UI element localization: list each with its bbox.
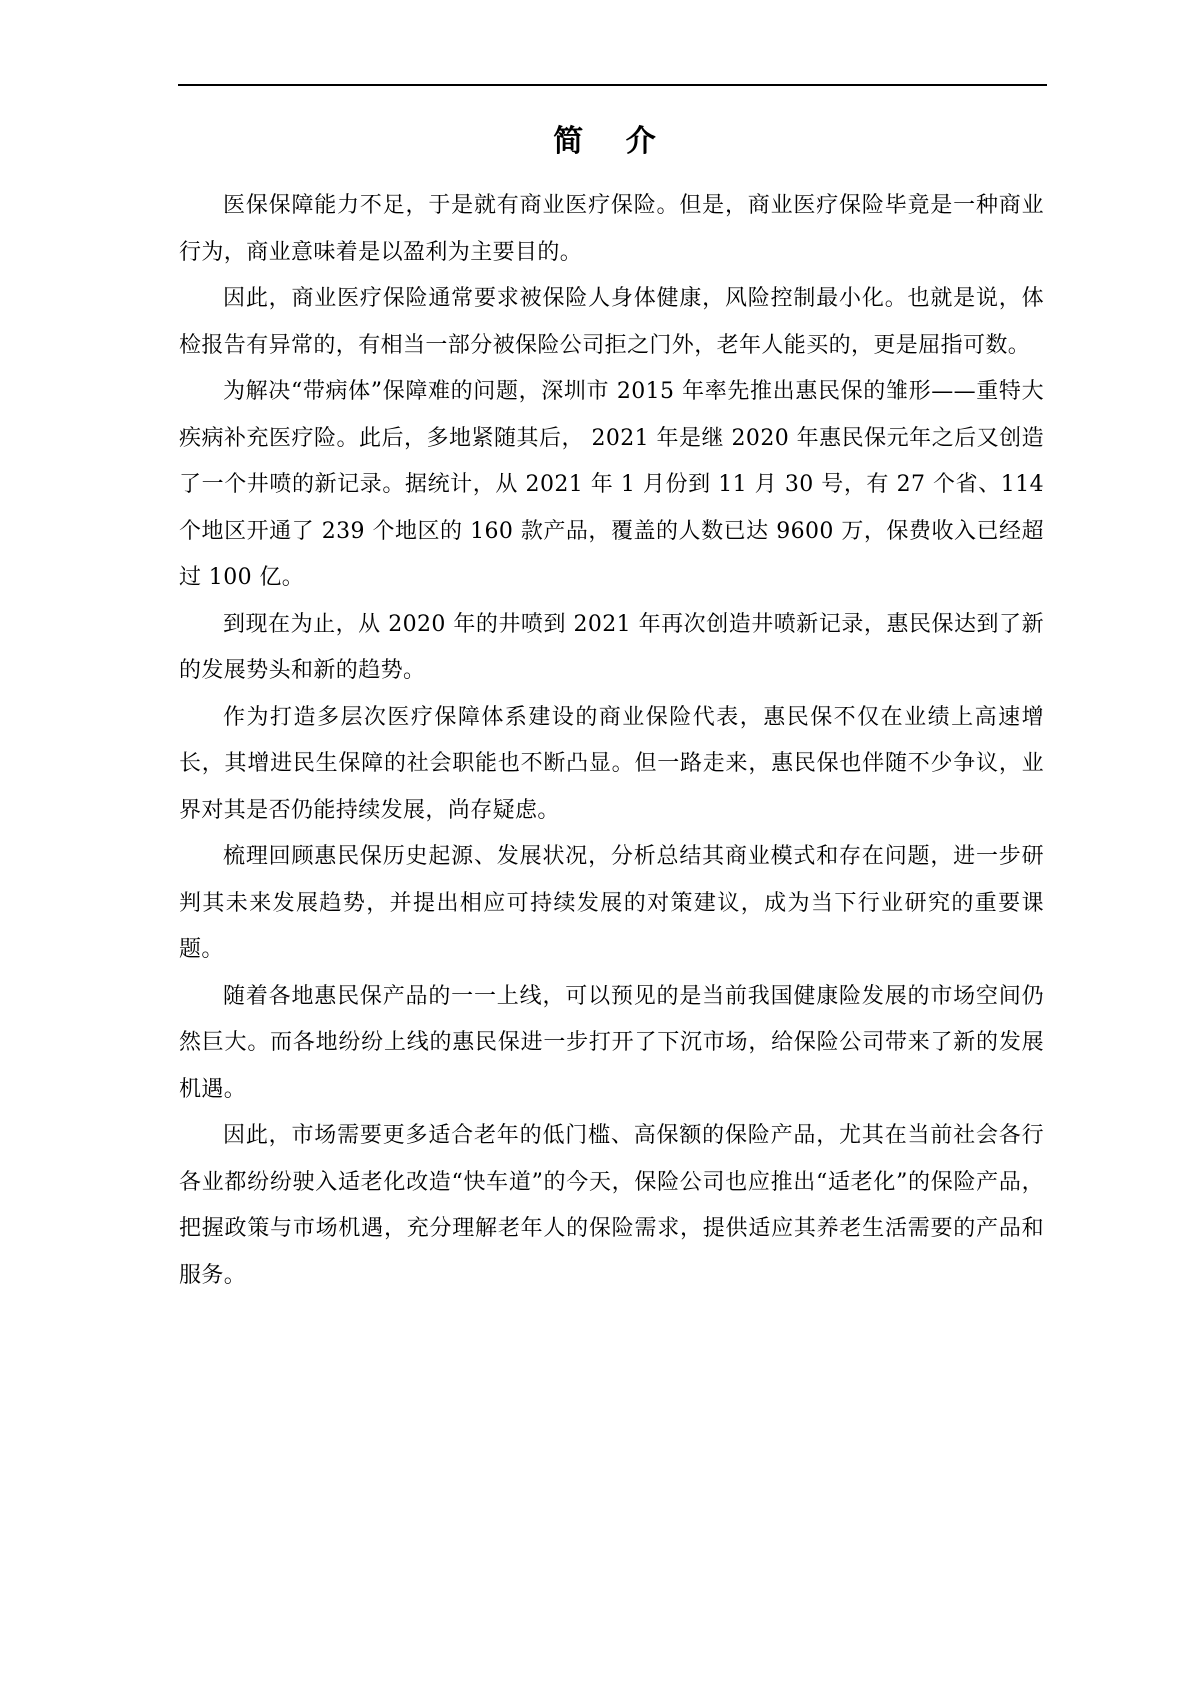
- paragraph: 梳理回顾惠民保历史起源、发展状况，分析总结其商业模式和存在问题，进一步研判其未来发展趋势，并提出相应可持续发展的对策建议，成为当下行业研究的重要课题。: [179, 844, 1044, 962]
- body-text: [179, 183, 1044, 1299]
- header-rule: [178, 84, 1047, 86]
- paragraph: 因此，商业医疗保险通常要求被保险人身体健康，风险控制最小化。也就是说，体检报告有异常的，有相当一部分被保险公司拒之门外，老年人能买的，更是屈指可数。: [179, 286, 1044, 358]
- paragraph: 为解决“带病体”保障难的问题，深圳市 2015 年率先推出惠民保的雏形——重特大疾病补充医疗险。此后，多地紧随其后， 2021 年是继 2020 年惠民保元年之后又创造了一个井喷的新记录。据统计，从 2021 年 1 月份到 11 月 30 号，有 27 个省、114 个地区开通了 239 个地区的 160 款产品，覆盖的人数已达 9600 万，保费收入已经超过 100 亿。: [179, 379, 1044, 590]
- paragraph: 因此，市场需要更多适合老年的低门槛、高保额的保险产品，尤其在当前社会各行各业都纷纷驶入适老化改造“快车道”的今天，保险公司也应推出“适老化”的保险产品，把握政策与市场机遇，充分理解老年人的保险需求，提供适应其养老生活需要的产品和服务。: [179, 1123, 1044, 1288]
- page-title: 简 介: [553, 124, 672, 159]
- paragraph: 随着各地惠民保产品的一一上线，可以预见的是当前我国健康险发展的市场空间仍然巨大。而各地纷纷上线的惠民保进一步打开了下沉市场，给保险公司带来了新的发展机遇。: [179, 983, 1044, 1102]
- paragraph: 作为打造多层次医疗保障体系建设的商业保险代表，惠民保不仅在业绩上高速增长，其增进民生保障的社会职能也不断凸显。但一路走来，惠民保也伴随不少争议，业界对其是否仍能持续发展，尚存疑虑。: [179, 704, 1044, 823]
- paragraph: 医保保障能力不足，于是就有商业医疗保险。但是，商业医疗保险毕竟是一种商业行为，商业意味着是以盈利为主要目的。: [179, 193, 1044, 265]
- paragraph: 到现在为止，从 2020 年的井喷到 2021 年再次创造井喷新记录，惠民保达到了新的发展势头和新的趋势。: [179, 611, 1044, 683]
